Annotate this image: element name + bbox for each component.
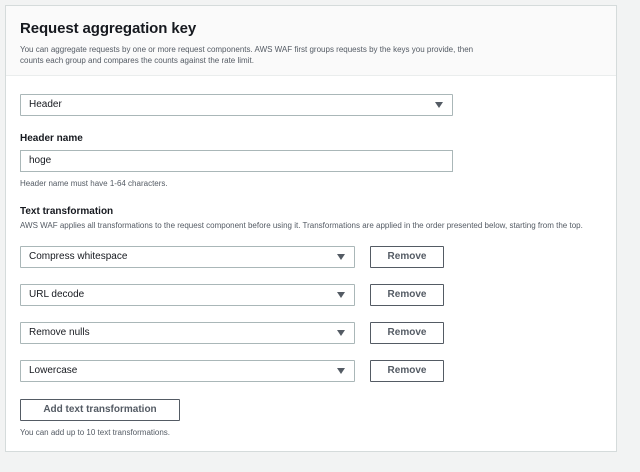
aggregation-key-select[interactable]: [20, 94, 453, 116]
add-text-transformation-button[interactable]: Add text transformation: [20, 399, 180, 421]
aggregation-key-value: Header: [29, 99, 62, 110]
caret-down-icon: [337, 292, 345, 298]
transformation-value-2: URL decode: [29, 289, 85, 300]
aggregation-key-panel: [5, 5, 617, 452]
remove-transformation-button-2[interactable]: Remove: [370, 284, 444, 306]
transformation-select-2[interactable]: [20, 284, 355, 306]
transformation-select-3[interactable]: [20, 322, 355, 344]
text-transformation-description: AWS WAF applies all transformations to the request component before using it. Transformations are applied in the order presented below, starting from the top.: [20, 221, 583, 230]
remove-transformation-button-1[interactable]: Remove: [370, 246, 444, 268]
text-transformation-label: Text transformation: [20, 206, 114, 217]
section-description: You can aggregate requests by one or more request components. AWS WAF first groups requests by the keys you provide, then counts each group and compares the counts against the rate limit.: [20, 45, 474, 65]
remove-transformation-button-4[interactable]: Remove: [370, 360, 444, 382]
caret-down-icon: [337, 254, 345, 260]
transformation-select-1[interactable]: [20, 246, 355, 268]
transformation-limit-hint: You can add up to 10 text transformations.: [20, 428, 171, 437]
panel-header: [6, 6, 616, 76]
caret-down-icon: [337, 368, 345, 374]
caret-down-icon: [435, 102, 443, 108]
header-name-hint: Header name must have 1-64 characters.: [20, 179, 168, 188]
transformation-value-4: Lowercase: [29, 365, 78, 376]
header-name-label: Header name: [20, 133, 83, 144]
transformation-select-4[interactable]: [20, 360, 355, 382]
transformation-value-1: Compress whitespace: [29, 251, 128, 262]
caret-down-icon: [337, 330, 345, 336]
header-name-input[interactable]: hoge: [20, 150, 453, 172]
transformation-value-3: Remove nulls: [29, 327, 90, 338]
section-title: Request aggregation key: [20, 20, 197, 37]
remove-transformation-button-3[interactable]: Remove: [370, 322, 444, 344]
